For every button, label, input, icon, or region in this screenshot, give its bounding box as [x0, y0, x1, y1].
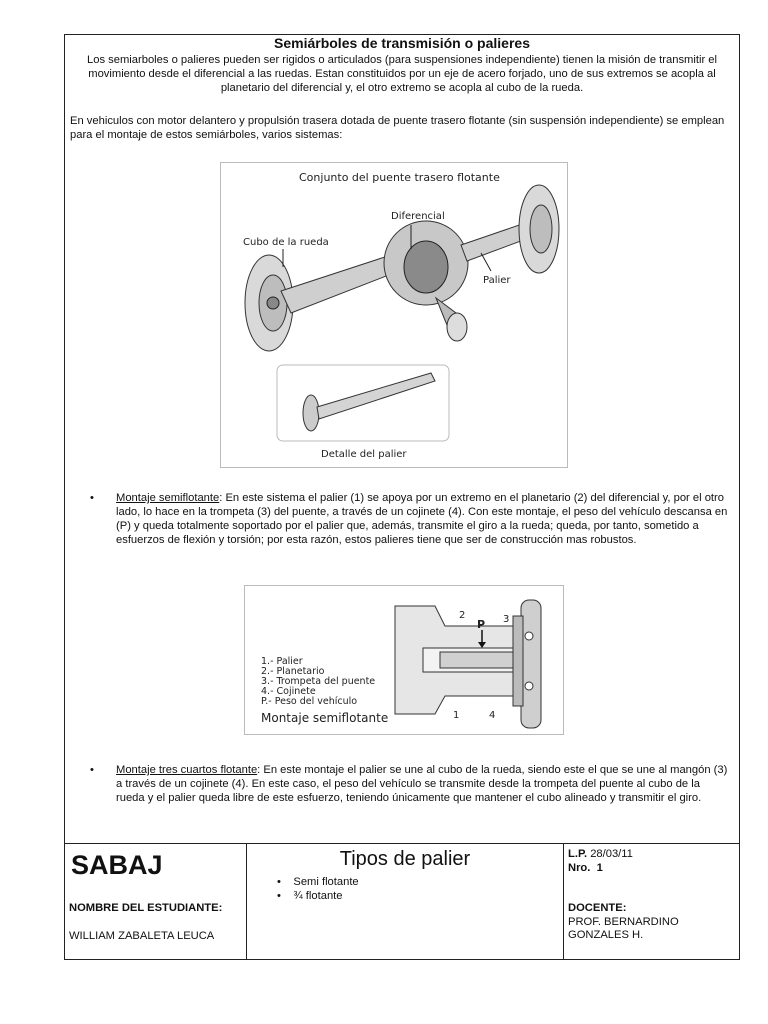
- brand-cell: [64, 843, 247, 960]
- topic-title: Tipos de palier: [339, 848, 471, 870]
- topic-cell: [246, 843, 564, 960]
- axle-illustration: [221, 163, 567, 467]
- figure2-caption: Montaje semiflotante: [261, 711, 389, 725]
- semiflotante-illustration: [245, 586, 563, 734]
- label-1: 1: [453, 710, 460, 721]
- legend-4: 4.- Cojinete: [261, 686, 316, 697]
- teacher-label: DOCENTE:: [568, 902, 627, 914]
- systems-paragraph: En vehiculos con motor delantero y propulsión trasera dotada de puente trasero flotante (sin suspensión independiente) se emplean para el montaje de estos semiárboles, varios sistemas:: [70, 115, 725, 141]
- bullet-dot: •: [277, 890, 281, 902]
- legend-1: 1.- Palier: [261, 656, 303, 667]
- bullet-dot: •: [90, 492, 94, 504]
- term-semiflotante: Montaje semiflotante: [116, 492, 220, 504]
- bullet-dot: •: [90, 764, 94, 776]
- student-label: NOMBRE DEL ESTUDIANTE:: [69, 902, 223, 914]
- label-2: 2: [459, 610, 466, 621]
- footer-table: [64, 843, 740, 960]
- topic-item-2: [277, 890, 343, 903]
- info-cell: [563, 843, 740, 960]
- topic-item-1: [277, 876, 359, 889]
- student-name: WILLIAM ZABALETA LEUCA: [69, 930, 215, 942]
- teacher-name: PROF. BERNARDINO GONZALES H.: [568, 916, 679, 941]
- lp-label: L.P.: [568, 848, 588, 860]
- text-tres-cuartos: : En este montaje el palier se une al cubo de la rueda, siendo este el que se une al mangón (3) a través de un cojinete (4). En este caso, el peso del vehículo se transmite desde la trompeta del puente al cubo de la rueda y el palier queda libre de este esfuerzo, teniendo únicamente que mantener el cubo alineado y transmitir el giro.: [116, 764, 728, 804]
- figure-semiflotante: [244, 585, 564, 735]
- label-diferencial: Diferencial: [391, 211, 445, 222]
- brand-name: SABAJ: [71, 850, 163, 880]
- bullet-dot: •: [277, 876, 281, 888]
- lp-line: [568, 848, 633, 861]
- topic-item-2-label: ¾ flotante: [293, 890, 343, 902]
- term-tres-cuartos: Montaje tres cuartos flotante: [116, 764, 258, 776]
- label-cubo-rueda: Cubo de la rueda: [243, 237, 329, 248]
- lp-date: 28/03/11: [590, 848, 633, 860]
- text-semiflotante: : En este sistema el palier (1) se apoya por un extremo en el planetario (2) del diferencial y, por el otro lado, lo hace en la trompeta (3) del puente, a través de un cojinete (4). Con este montaje, el peso del vehículo descansa en (P) y queda totalmente soportado por el palier que, además, transmite el giro a la rueda; queda, por tanto, sometido a esfuerzos de flexión y torsión; por esta razón, estos palieres tiene que ser de construcción mas robustos.: [116, 492, 728, 546]
- page-title: Semiárboles de transmisión o palieres: [274, 35, 530, 51]
- figure1-caption-bottom: Detalle del palier: [321, 449, 407, 460]
- lp-number: Nro. 1: [568, 862, 603, 874]
- legend-P: P.- Peso del vehículo: [261, 696, 358, 707]
- topic-item-1-label: Semi flotante: [293, 876, 359, 888]
- label-4: 4: [489, 710, 496, 721]
- label-P: P: [477, 618, 486, 631]
- figure1-caption-top: Conjunto del puente trasero flotante: [299, 171, 500, 184]
- label-palier: Palier: [483, 275, 511, 286]
- legend-2: 2.- Planetario: [261, 666, 325, 677]
- figure-floating-axle: [220, 162, 568, 468]
- intro-paragraph: Los semiarboles o palieres pueden ser rigidos o articulados (para suspensiones independiente) tienen la misión de transmitir el movimiento desde el diferencial a las ruedas. Estan constituidos por un eje de acero forjado, uno de sus extremos se acopla al planetario del diferencial y, el otro extremo se acopla al cubo de la rueda.: [87, 54, 717, 94]
- legend-3: 3.- Trompeta del puente: [261, 676, 376, 687]
- label-3: 3: [503, 614, 510, 625]
